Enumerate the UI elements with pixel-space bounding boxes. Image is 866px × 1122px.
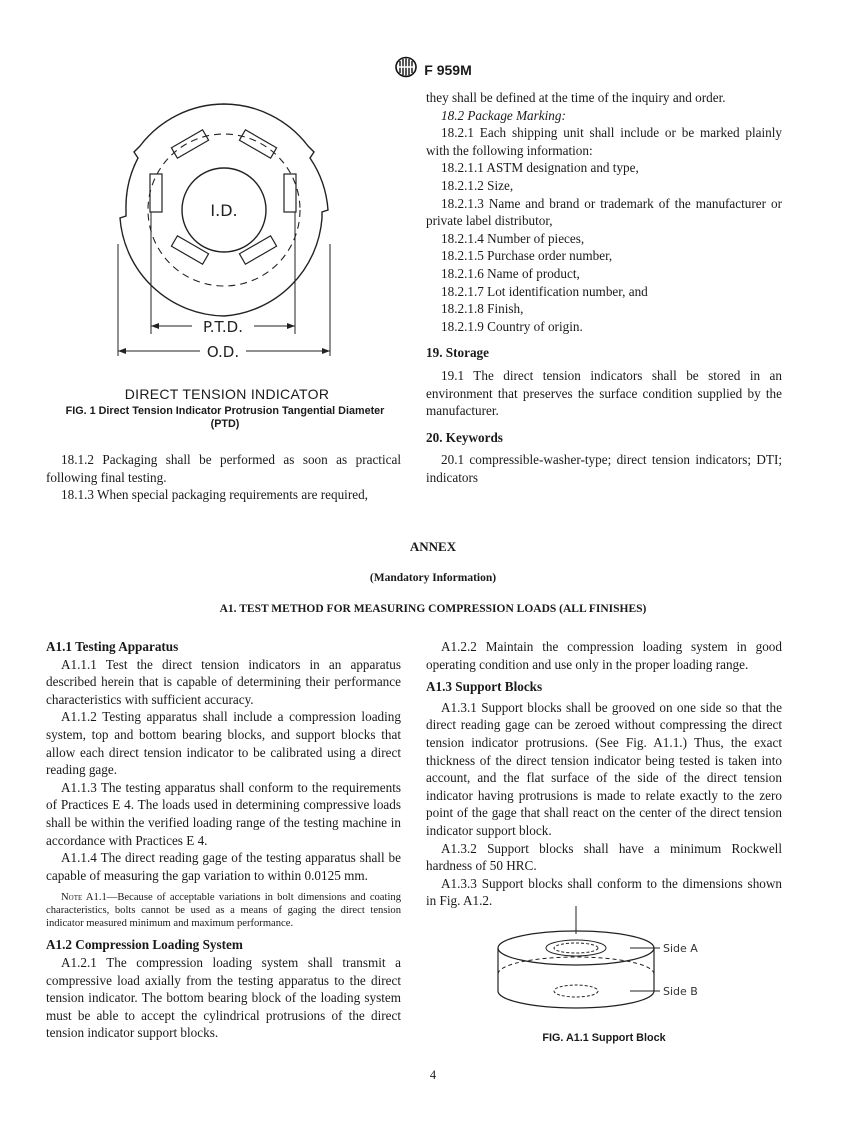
figure-a1-1-caption: FIG. A1.1 Support Block (542, 1032, 666, 1044)
paragraph-18-2-1: 18.2.1 Each shipping unit shall include or be marked plainly with the following information: (426, 125, 782, 158)
astm-logo-icon (394, 56, 418, 83)
section-heading-a1-2: A1.2 Compression Loading System (46, 937, 243, 953)
list-item: 18.2.1.7 Lot identification number, and (441, 283, 648, 299)
section-heading-a1-1: A1.1 Testing Apparatus (46, 639, 179, 654)
annex-title: ANNEX (409, 539, 457, 554)
paragraph-a1-3-1: A1.3.1 Support blocks shall be grooved on one side so that the direct reading gage can be zeroed without compressing the direct tension indicator protrusions. (See Fig. A1.1.) Thus, the exact thickness of the direct tension indicator being tested is taken into account, and the flat surface of the side of the direct tension indicator having protrusions is made to relate exactly to the zero point of the gage that shall react on the center of the direct tension indicator support block. (426, 699, 782, 838)
list-item: 18.2.1.3 Name and brand or trademark of the manufacturer or private label distributor, (426, 195, 782, 229)
annex-section-title: A1. TEST METHOD FOR MEASURING COMPRESSION LOADS (ALL FINISHES) (219, 603, 647, 615)
paragraph-a1-3-3: A1.3.3 Support blocks shall conform to the dimensions shown in Fig. A1.2. (426, 875, 782, 909)
figure-1-title: DIRECT TENSION INDICATOR (124, 386, 330, 402)
fig1-od-label: O.D. (206, 343, 240, 361)
section-heading-a1-3: A1.3 Support Blocks (426, 679, 543, 695)
annex-subtitle: (Mandatory Information) (369, 572, 497, 584)
right-column-bottom (426, 638, 782, 910)
list-item: 18.2.1.9 Country of origin. (441, 318, 583, 334)
paragraph-a1-2-2: A1.2.2 Maintain the compression loading system in good operating condition and use only in the proper loading range. (426, 639, 782, 672)
paragraph-a1-1-3: A1.1.3 The testing apparatus shall conform to the requirements of Practices E 4. The loads used in determining compressive loads shall be within the verified loading range of the testing machine in accordance with Practices E 4. (46, 779, 401, 848)
section-heading-storage: 19. Storage (426, 345, 489, 361)
list-item: 18.2.1.2 Size, (441, 177, 514, 193)
document-designation: F 959M (424, 61, 472, 78)
paragraph-a1-2-1: A1.2.1 The compression loading system shall transmit a compressive load axially from the testing apparatus to the direct tension indicator. The bottom bearing block of the loading system must be able to accept the cylindrical protrusions of the direct tension indicator support blocks. (46, 954, 401, 1041)
list-item: 18.2.1.6 Name of product, (441, 265, 580, 281)
page-header (0, 56, 866, 83)
list-item: 18.2.1.1 ASTM designation and type, (441, 160, 639, 176)
left-column-top (46, 451, 401, 504)
page-number: 4 (429, 1068, 437, 1082)
paragraph-a1-1-2: A1.1.2 Testing apparatus shall include a compression loading system, top and bottom bearing blocks, and support blocks that allow each direct tension indicator to be calibrated using a direct reading gage. (46, 709, 401, 778)
list-item: 18.2.1.4 Number of pieces, (441, 230, 585, 246)
right-column-top (426, 89, 782, 486)
fig1-id-label: I.D. (210, 201, 238, 220)
paragraph-18-1-2: 18.1.2 Packaging shall be performed as soon as practical following final testing. (46, 452, 401, 485)
paragraph-a1-1-1: A1.1.1 Test the direct tension indicators in an apparatus described herein that is capable of determining their performance characteristics with sufficient accuracy. (46, 656, 401, 707)
paragraph-18-1-3: 18.1.3 When special packaging requirements are required, (61, 487, 368, 503)
fig-a1-1-side-b-label: Side B (663, 985, 698, 998)
figure-1-caption: FIG. 1 Direct Tension Indicator Protrusion Tangential Diameter (PTD) (65, 405, 385, 430)
paragraph-continuation: they shall be defined at the time of the inquiry and order. (426, 90, 726, 105)
note-a1-1: Note A1.1—Because of acceptable variations in bolt dimensions and coating characteristics, bolts cannot be used as a means of gaging the direct tension indicator measured minimum and maximum performance. (46, 892, 401, 930)
paragraph-19-1: 19.1 The direct tension indicators shall be stored in an environment that preserves the surface condition supplied by the manufacturer. (426, 367, 782, 419)
section-heading-keywords: 20. Keywords (426, 429, 503, 445)
left-column-bottom (46, 638, 401, 1042)
paragraph-18-2: 18.2 Package Marking: (441, 107, 566, 123)
figure-1-drawing (108, 94, 340, 370)
paragraph-a1-3-2: A1.3.2 Support blocks shall have a minimum Rockwell hardness of 50 HRC. (426, 840, 782, 874)
fig1-ptd-label: P.T.D. (203, 318, 243, 336)
list-item: 18.2.1.5 Purchase order number, (441, 248, 613, 264)
figure-a1-1-drawing (480, 904, 730, 1024)
paragraph-a1-1-4: A1.1.4 The direct reading gage of the testing apparatus shall be capable of measuring the gap variation to within 0.0125 mm. (46, 850, 401, 883)
fig-a1-1-side-a-label: Side A (663, 942, 698, 955)
list-item: 18.2.1.8 Finish, (441, 301, 524, 317)
paragraph-20-1: 20.1 compressible-washer-type; direct tension indicators; DTI; indicators (426, 452, 782, 485)
